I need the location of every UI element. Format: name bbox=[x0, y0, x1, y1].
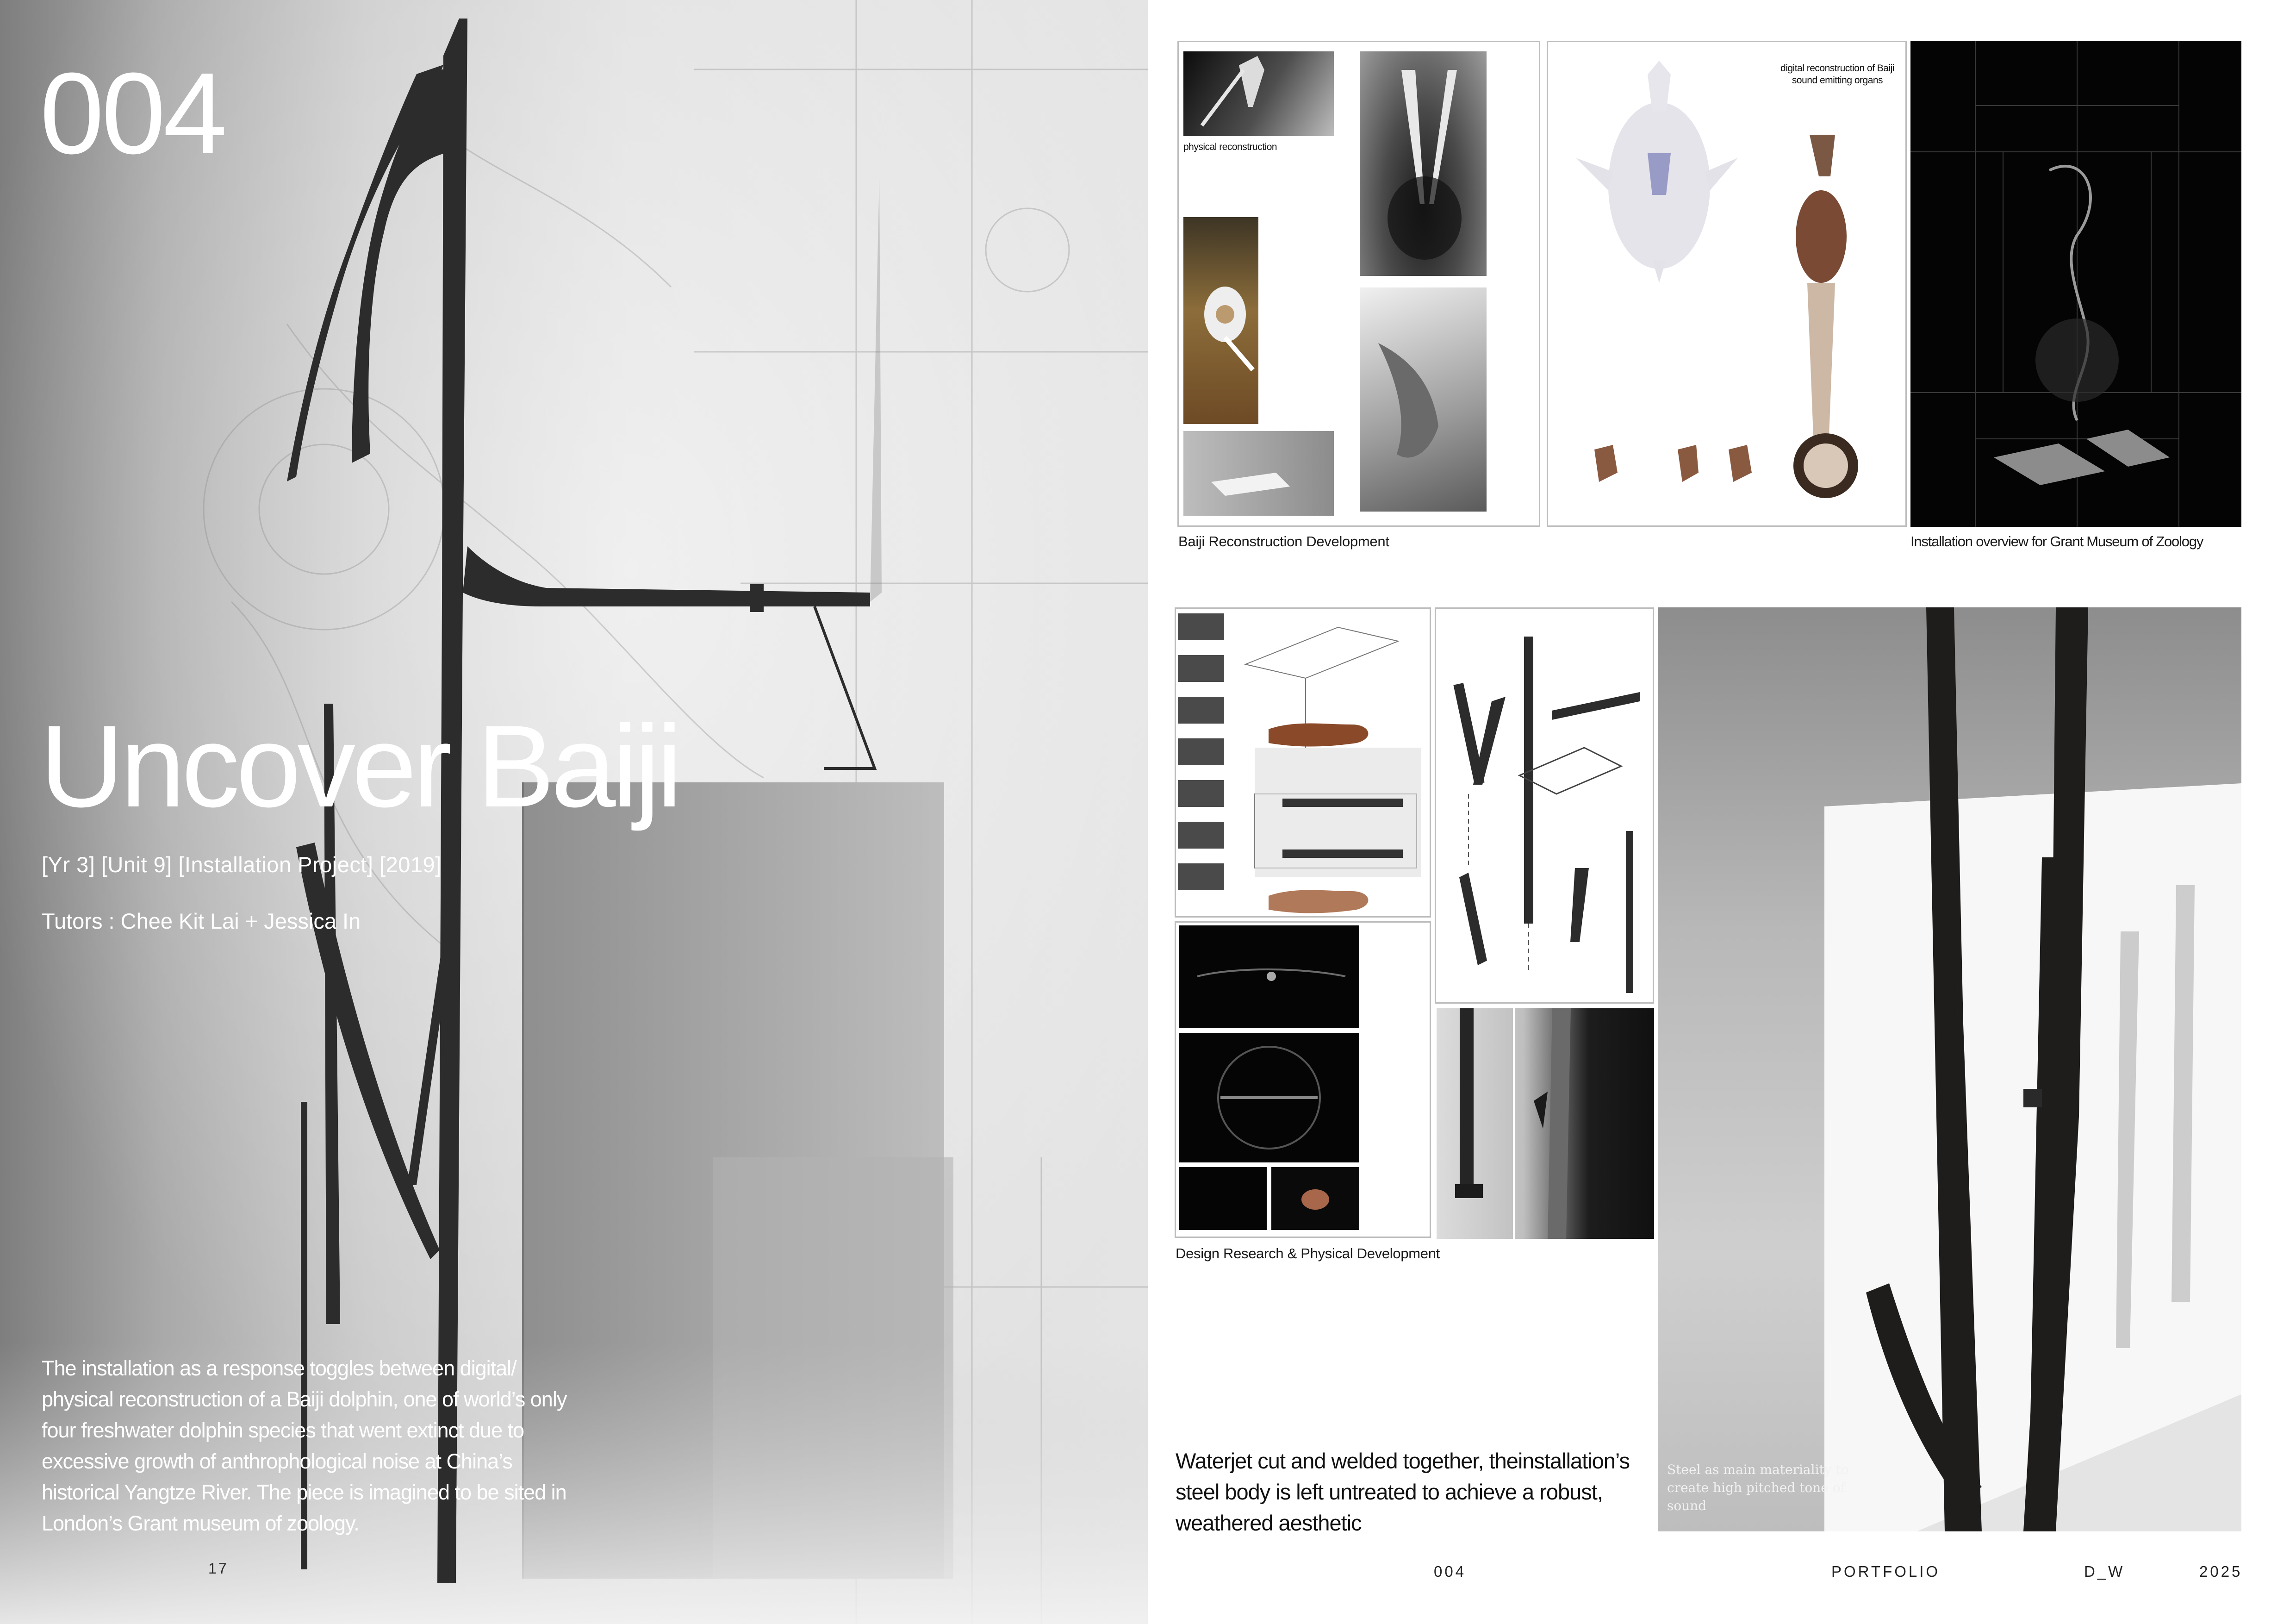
skull-side-photo bbox=[1183, 431, 1334, 516]
page-number: 17 bbox=[208, 1560, 229, 1577]
digital-reconstruction-label: digital reconstruction of Baiji sound emitting organs bbox=[1780, 63, 1894, 86]
skull-closeup-photo bbox=[1360, 287, 1487, 512]
steel-note: Steel as main materiality to create high pitched tone of sound bbox=[1667, 1462, 1849, 1513]
digital-reconstruction-panel bbox=[1547, 41, 1907, 527]
installation-overview-render bbox=[1910, 41, 2241, 527]
footer-author: D_W bbox=[2084, 1563, 2125, 1580]
sound-test-photo-1 bbox=[1179, 925, 1359, 1028]
caption-design-research: Design Research & Physical Development bbox=[1176, 1245, 1440, 1262]
waterjet-description: Waterjet cut and welded together, theinstallation’s steel body is left untreated to achieve a robust, weathered aesthetic bbox=[1176, 1449, 1630, 1535]
design-research-panel bbox=[1175, 607, 1431, 918]
hand-model-photo bbox=[1183, 217, 1258, 424]
sound-test-photo-3 bbox=[1179, 1167, 1267, 1230]
baiji-skull-photo bbox=[1183, 51, 1334, 136]
caption-baiji-reconstruction: Baiji Reconstruction Development bbox=[1178, 533, 1389, 550]
sound-test-photo-4 bbox=[1271, 1167, 1359, 1230]
project-meta: [Yr 3] [Unit 9] [Installation Project] [2019] bbox=[42, 852, 442, 877]
sound-test-photos-panel bbox=[1175, 921, 1431, 1238]
caption-installation-overview: Installation overview for Grant Museum of Zoology bbox=[1910, 533, 2203, 550]
digital-reconstruction-render bbox=[1548, 42, 1905, 525]
physical-reconstruction-panel bbox=[1177, 41, 1540, 527]
project-number: 004 bbox=[40, 49, 225, 178]
steel-installation-photo bbox=[1658, 607, 2241, 1531]
baiji-jaw-photo bbox=[1360, 51, 1487, 276]
exploded-axonometric-panel bbox=[1435, 607, 1654, 1004]
footer-project-number: 004 bbox=[1434, 1563, 1467, 1580]
sound-test-photo-2 bbox=[1179, 1033, 1359, 1162]
steel-detail-photos bbox=[1437, 1008, 1654, 1239]
footer-year: 2025 bbox=[2199, 1563, 2243, 1580]
physical-reconstruction-label: physical reconstruction bbox=[1183, 142, 1277, 152]
project-title: Uncover Baiji bbox=[40, 701, 679, 831]
footer-portfolio: PORTFOLIO bbox=[1831, 1563, 1941, 1580]
project-description: The installation as a response toggles between digital/ physical reconstruction of a Baiji dolphin, one of world’s only four freshwater dolphin species that went extinct due to excessive growth of anthrophological noise at China’s historical Yangtze River. The piece is imagined to be sited in London’s Grant museum of zoology. bbox=[42, 1356, 567, 1535]
project-tutors: Tutors : Chee Kit Lai + Jessica In bbox=[42, 909, 361, 933]
